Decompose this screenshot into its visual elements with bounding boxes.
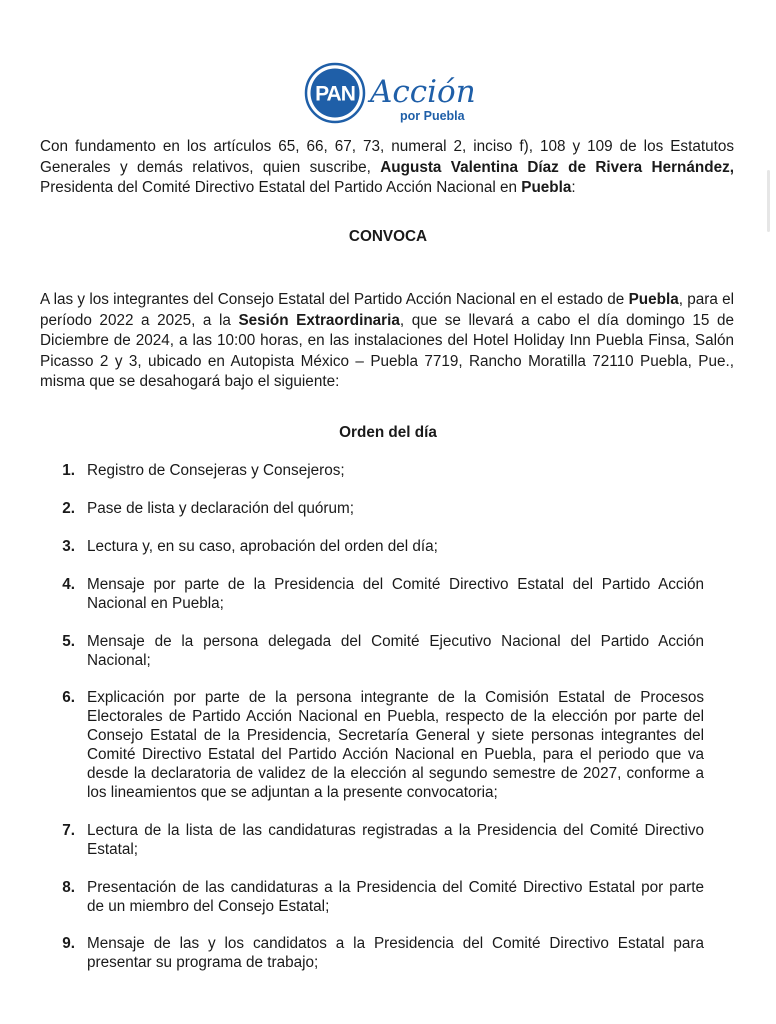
body-state: Puebla: [628, 291, 679, 308]
agenda-item-text: Mensaje por parte de la Presidencia del Comité Directivo Estatal del Partido Acción Nacional en Puebla;: [87, 576, 704, 612]
agenda-item-number: 5.: [62, 633, 75, 650]
body-text-3: , que se llevará a cabo el día domingo 15 de Diciembre de 2024, a las 10:00 horas, en las instalaciones del Hotel Holiday Inn Puebla Finsa, Salón Picasso 2 y 3, ubicado en Autopista México – Puebla 7719, Rancho Moratilla 72110 Puebla, Pue., misma que se desahogará bajo el siguiente:: [40, 311, 734, 390]
agenda-title: Orden del día: [339, 424, 437, 441]
body-text-2: , para el período 2022 a 2025, a la: [40, 291, 735, 329]
agenda-item-text: Explicación por parte de la persona integrante de la Comisión Estatal de Procesos Electorales de Partido Acción Nacional en Puebla, respecto de la elección por parte del Consejo Estatal de la Presidencia, Secretaría General y siete personas integrantes del Comité Directivo Estatal del Partido Acción Nacional en Puebla, para el periodo que va desde la declaratoria de validez de la elección al segundo semestre de 2027, conforme a los lineamientos que se adjuntan a la presente convocatoria;: [87, 689, 704, 801]
intro-place: Puebla: [521, 179, 572, 196]
agenda-item: [40, 934, 704, 972]
agenda-item-text: Registro de Consejeras y Consejeros;: [87, 462, 345, 479]
signatory-name: Augusta Valentina Díaz de Rivera Hernández,: [380, 158, 734, 176]
logo-sub-text: por Puebla: [400, 109, 465, 123]
scrollbar[interactable]: [767, 170, 770, 232]
pan-puebla-logo: [304, 62, 494, 126]
agenda-item-text: Mensaje de las y los candidatos a la Presidencia del Comité Directivo Estatal para presentar su programa de trabajo;: [87, 935, 704, 971]
body-text-1: A las y los integrantes del Consejo Estatal del Partido Acción Nacional en el estado de: [40, 291, 629, 308]
agenda-item-text: Lectura de la lista de las candidaturas registradas a la Presidencia del Comité Directivo Estatal;: [87, 822, 704, 858]
agenda-item-number: 6.: [62, 689, 75, 706]
agenda-item-text: Lectura y, en su caso, aprobación del orden del día;: [87, 538, 438, 555]
intro-text-1: Con fundamento en los artículos 65, 66, 67, 73, numeral 2, inciso f), 108 y 109 de los Estatutos Generales y demás relativos, quien suscribe,: [40, 138, 734, 176]
agenda-item: [40, 878, 704, 916]
agenda-item-number: 4.: [62, 576, 75, 593]
agenda-item: [40, 575, 704, 613]
intro-paragraph: [40, 137, 734, 199]
agenda-item-number: 8.: [62, 879, 75, 896]
agenda-item: [40, 499, 704, 518]
agenda-item-number: 3.: [62, 538, 75, 555]
convocation-paragraph: [40, 290, 734, 393]
agenda-item-text: Presentación de las candidaturas a la Presidencia del Comité Directivo Estatal por parte de un miembro del Consejo Estatal;: [87, 879, 704, 915]
agenda-item: [40, 821, 704, 859]
agenda-item-number: 7.: [62, 822, 75, 839]
agenda-item-text: Mensaje de la persona delegada del Comité Ejecutivo Nacional del Partido Acción Nacional;: [87, 633, 704, 669]
agenda-item-text: Pase de lista y declaración del quórum;: [87, 500, 354, 517]
intro-text-3: :: [571, 179, 576, 196]
intro-text-2: Presidenta del Comité Directivo Estatal del Partido Acción Nacional en: [40, 179, 522, 196]
agenda-item: [40, 461, 704, 480]
agenda-item-number: 2.: [62, 500, 75, 517]
logo-badge-text: PAN: [315, 82, 355, 106]
logo-script-text: Acción: [370, 74, 476, 110]
agenda-item-number: 1.: [62, 462, 75, 479]
agenda-item: [40, 632, 704, 670]
body-session: Sesión Extraordinaria: [238, 311, 400, 329]
agenda-item-number: 9.: [62, 935, 75, 952]
agenda-item: [40, 537, 704, 556]
agenda-item: [40, 688, 704, 802]
convoca-heading: CONVOCA: [348, 228, 428, 245]
